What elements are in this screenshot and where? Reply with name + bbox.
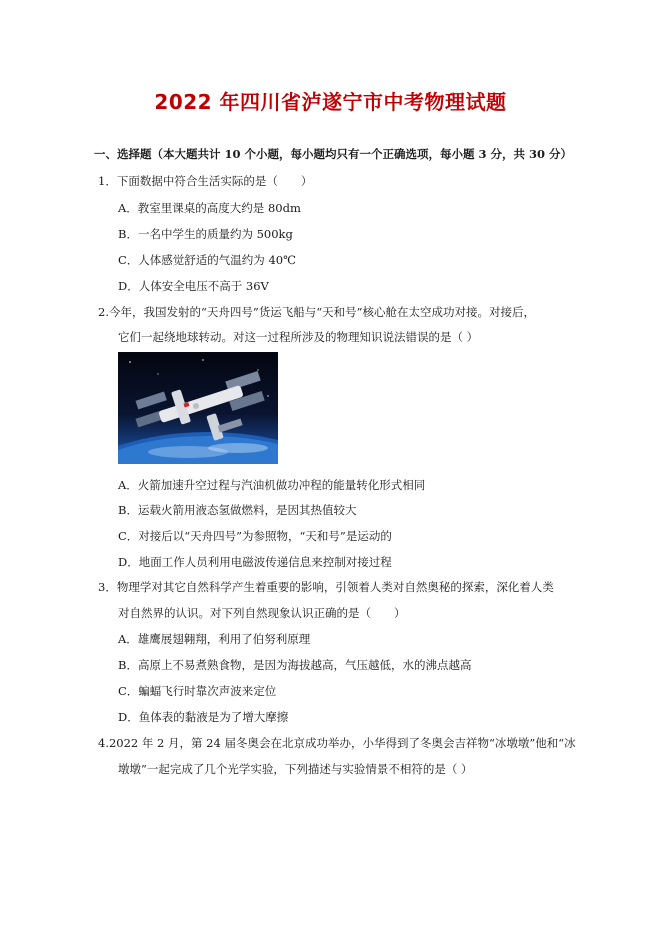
question-3-option-b: B．高原上不易煮熟食物，是因为海拔越高，气压越低，水的沸点越高 [118, 658, 472, 672]
question-3-option-c: C．蝙蝠飞行时靠次声波来定位 [118, 684, 277, 698]
question-3-option-a: A．雄鹰展翅翱翔，利用了伯努利原理 [118, 632, 311, 646]
question-1-option-c: C．人体感觉舒适的气温约为 40℃ [118, 253, 296, 267]
question-2-option-a: A．火箭加速升空过程与汽油机做功冲程的能量转化形式相同 [118, 478, 426, 492]
question-1-text: 1．下面数据中符合生活实际的是（ ） [98, 174, 313, 188]
question-1-option-b: B．一名中学生的质量约为 500kg [118, 227, 293, 241]
question-1-option-d: D．人体安全电压不高于 36V [118, 279, 269, 293]
question-2-text-line-2: 它们一起绕地球转动。对这一过程所涉及的物理知识说法错误的是（ ） [118, 330, 479, 344]
question-1-option-a: A．教室里课桌的高度大约是 80dm [118, 201, 301, 215]
question-4-text-line-1: 4.2022 年 2 月，第 24 届冬奥会在北京成功举办，小华得到了冬奥会吉祥物“冰墩墩”他和“冰 [98, 736, 576, 750]
question-3-text-line-1: 3．物理学对其它自然科学产生着重要的影响，引领着人类对自然奥秘的探索，深化着人类 [98, 580, 554, 594]
question-2-option-b: B．运载火箭用液态氢做燃料，是因其热值较大 [118, 503, 357, 517]
question-4-text-line-2: 墩墩”一起完成了几个光学实验，下列描述与实验情景不相符的是（ ） [118, 762, 473, 776]
question-2-text-line-1: 2.今年，我国发射的“天舟四号”货运飞船与“天和号”核心舱在太空成功对接。对接后， [98, 305, 535, 319]
question-2-option-c: C．对接后以“天舟四号”为参照物，“天和号”是运动的 [118, 529, 392, 543]
question-3-option-d: D．鱼体表的黏液是为了增大摩擦 [118, 710, 289, 724]
exam-title: 2022 年四川省泸遂宁市中考物理试题 [154, 90, 507, 114]
space-station-image [118, 352, 278, 464]
question-3-text-line-2: 对自然界的认识。对下列自然现象认识正确的是（ ） [118, 606, 406, 620]
section-heading: 一、选择题（本大题共计 10 个小题，每小题均只有一个正确选项，每小题 3 分，共 30 分） [94, 147, 573, 161]
question-2-option-d: D．地面工作人员利用电磁波传递信息来控制对接过程 [118, 555, 392, 569]
